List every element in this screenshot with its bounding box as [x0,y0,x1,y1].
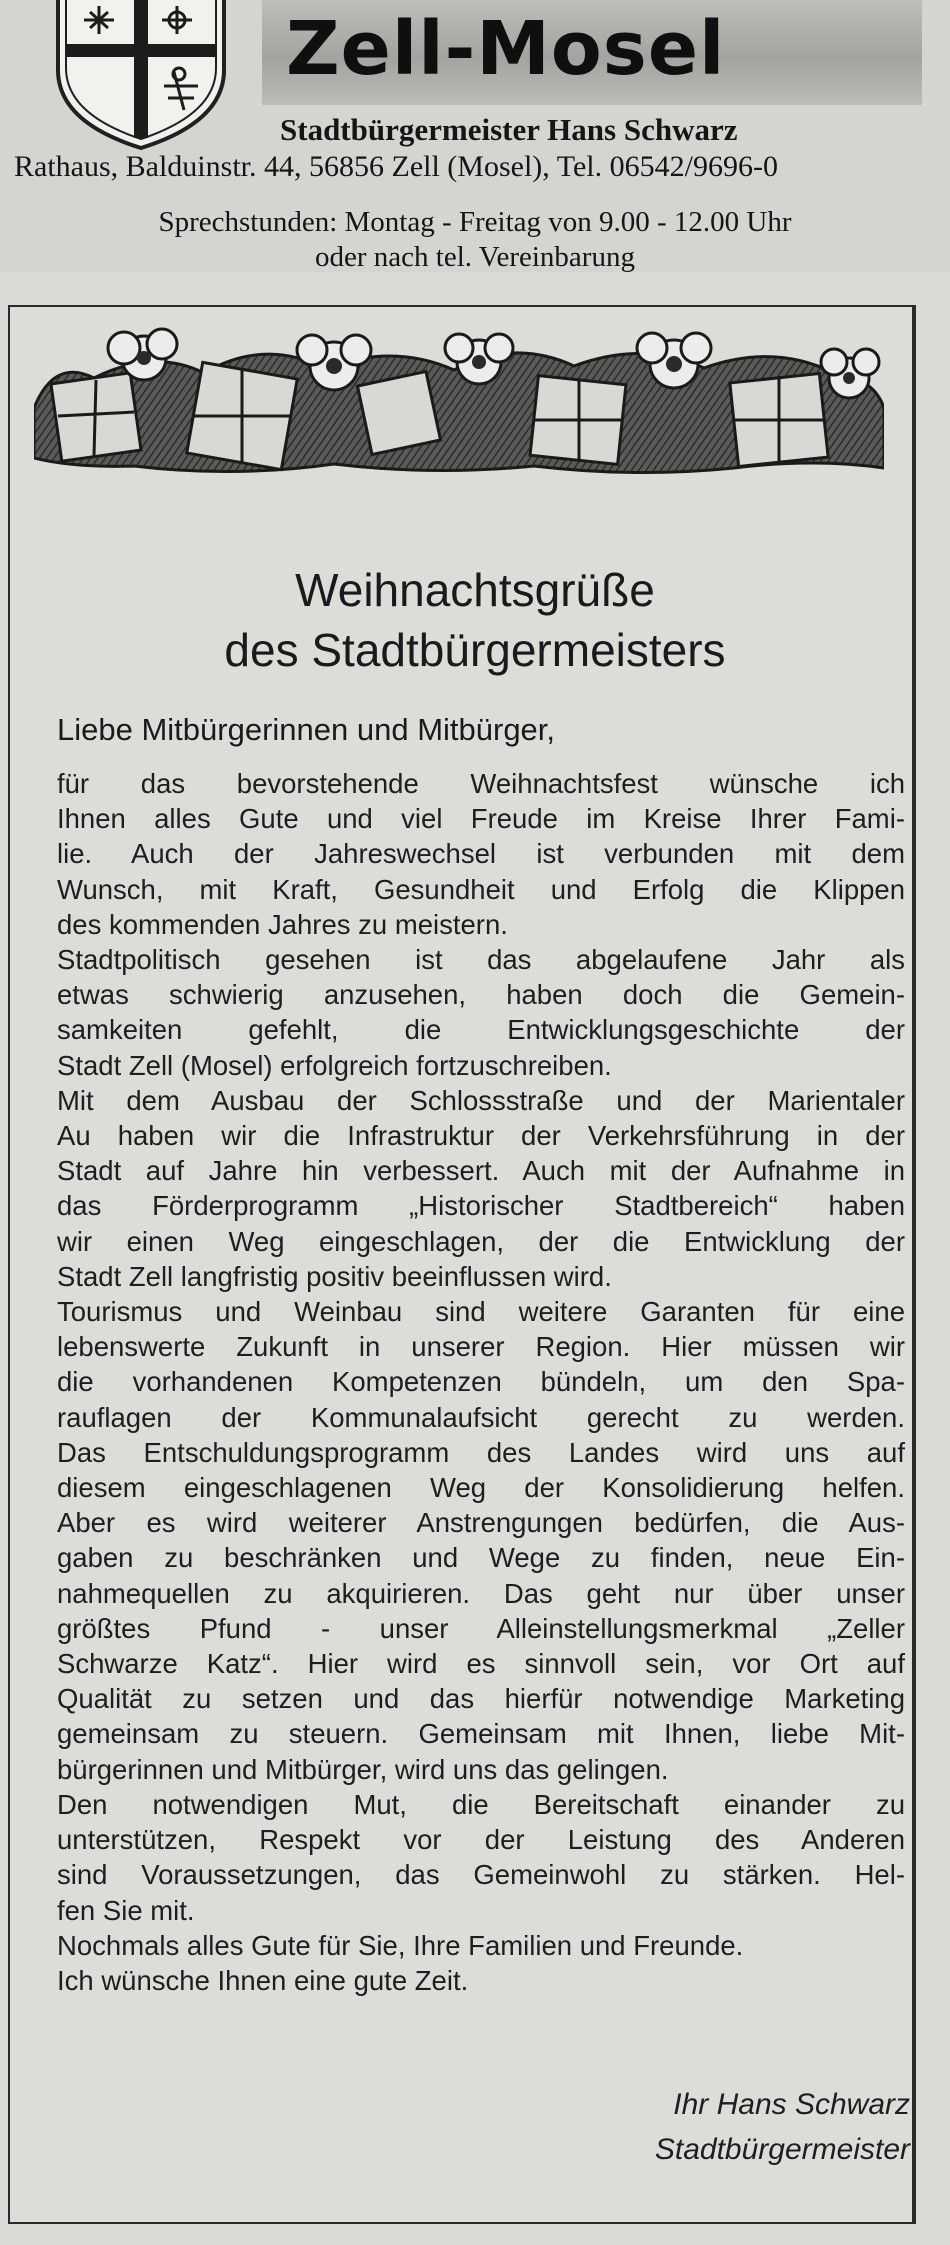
text-line: die vorhandenen Kompetenzen bündeln, um den Spa- [57,1366,905,1398]
signature-name: Ihr Hans Schwarz [673,2088,910,2121]
salutation: Liebe Mitbürgerinnen und Mitbürger, [57,712,556,747]
text-line: bürgerinnen und Mitbürger, wird uns das gelingen. [57,1753,669,1785]
text-line: samkeiten gefehlt, die Entwicklungsgeschichte der [57,1014,905,1046]
town-name: Zell-Mosel [286,6,726,92]
text-line: Stadt Zell langfristig positiv beeinflussen wird. [57,1260,612,1292]
text-line: des kommenden Jahres zu meistern. [57,908,508,940]
text-line: größtes Pfund - unser Alleinstellungsmerkmal „Zeller [57,1612,905,1644]
text-line: gaben zu beschränken und Wege zu finden, neue Ein- [57,1542,905,1574]
text-line: fen Sie mit. [57,1894,195,1926]
masthead [0,0,950,272]
text-line: für das bevorstehende Weihnachtsfest wünsche ich [57,768,905,799]
christmas-presents-illustration [34,318,884,488]
text-line: Au haben wir die Infrastruktur der Verkehrsführung in der [57,1120,905,1152]
office-hours-line-1: Sprechstunden: Montag - Freitag von 9.00 - 12.00 Uhr [158,206,792,238]
text-line: Qualität zu setzen und das hierfür notwendige Marketing [57,1683,905,1715]
text-line: sind Voraussetzungen, das Gemeinwohl zu stärken. Hel- [57,1859,905,1891]
text-line: wir einen Weg eingeschlagen, der die Entwicklung der [57,1225,905,1257]
signature-title: Stadtbürgermeister [654,2133,910,2166]
text-line: Den notwendigen Mut, die Bereitschaft einander zu [57,1788,905,1820]
text-line: Schwarze Katz“. Hier wird es sinnvoll sein, vor Ort auf [57,1648,905,1680]
text-line: Stadt auf Jahre hin verbessert. Auch mit der Aufnahme in [57,1155,905,1187]
text-line: Stadt Zell (Mosel) erfolgreich fortzuschreiben. [57,1049,612,1081]
text-line: Ihnen alles Gute und viel Freude im Kreise Ihrer Fami- [57,803,905,835]
text-line: rauflagen der Kommunalaufsicht gerecht zu werden. [57,1401,905,1433]
text-line: Tourismus und Weinbau sind weitere Garanten für eine [57,1296,905,1328]
text-line: Nochmals alles Gute für Sie, Ihre Familien und Freunde. [57,1929,744,1961]
text-line: Mit dem Ausbau der Schlossstraße und der Marientaler [57,1084,905,1116]
mayor-line: Stadtbürgermeister Hans Schwarz [280,112,738,147]
text-line: Aber es wird weiterer Anstrengungen bedürfen, die Aus- [57,1507,905,1539]
text-line: etwas schwierig anzusehen, haben doch die Gemein- [57,979,905,1011]
article-headline [20,560,930,680]
text-line: nahmequellen zu akquirieren. Das geht nur über unser [57,1577,905,1609]
text-line: unterstützen, Respekt vor der Leistung des Anderen [57,1824,905,1856]
signature [655,2082,910,2172]
headline-line-2: des Stadtbürgermeisters [224,624,726,676]
text-line: lebenswerte Zukunft in unserer Region. Hier müssen wir [57,1331,905,1363]
text-line: Wunsch, mit Kraft, Gesundheit und Erfolg die Klippen [57,873,905,905]
article-body [57,766,905,1998]
text-line: Das Entschuldungsprogramm des Landes wird uns auf [57,1436,905,1468]
text-line: gemeinsam zu steuern. Gemeinsam mit Ihnen, liebe Mit- [57,1718,905,1750]
text-line: das Förderprogramm „Historischer Stadtbereich“ haben [57,1190,905,1222]
text-line: Ich wünsche Ihnen eine gute Zeit. [57,1964,469,1996]
headline-line-1: Weihnachtsgrüße [295,564,655,616]
text-line: lie. Auch der Jahreswechsel ist verbunden mit dem [57,838,905,870]
office-hours [0,205,950,275]
text-line: diesem eingeschlagenen Weg der Konsolidierung helfen. [57,1472,905,1504]
address-line: Rathaus, Balduinstr. 44, 56856 Zell (Mosel), Tel. 06542/9696-0 [14,150,778,183]
office-hours-line-2: oder nach tel. Vereinbarung [315,241,635,273]
coat-of-arms-icon [52,0,230,150]
text-line: Stadtpolitisch gesehen ist das abgelaufene Jahr als [57,944,905,976]
